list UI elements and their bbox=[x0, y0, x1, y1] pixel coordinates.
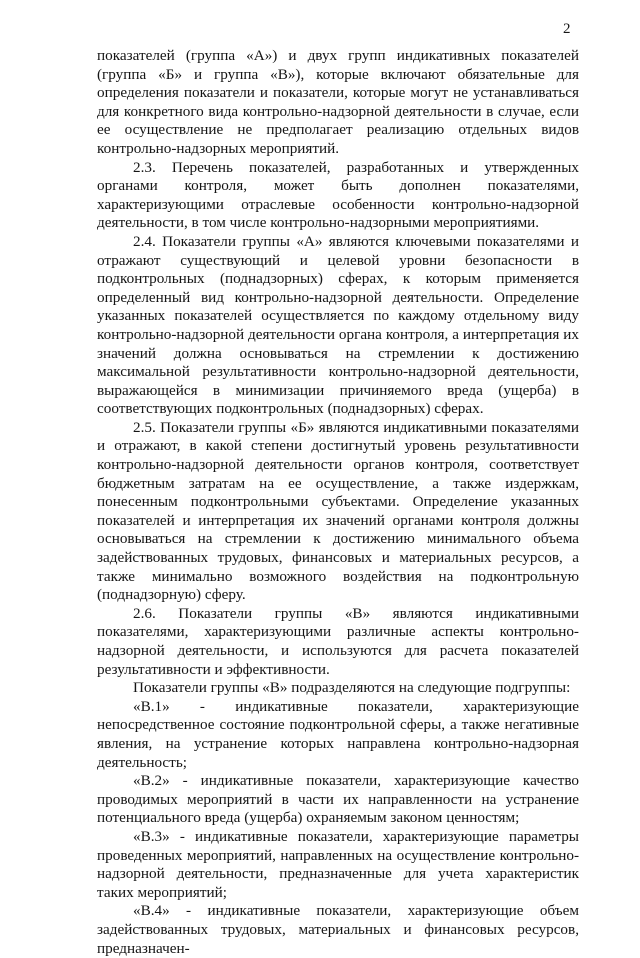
page-number: 2 bbox=[563, 21, 571, 37]
paragraph-2-4: 2.4. Показатели группы «А» являются ключевыми показателями и отражают существующий и целевой уровни безопасности в подконтрольных (поднадзорных) сферах, к которым применяется определенный вид контрольно-надзорной деятельности. Определение указанных показателей осуществляется по каждому отдельному виду контрольно-надзорной деятельности органа контроля, а интерпретация их значений должна основываться на стремлении к достижению максимальной результативности контрольно-надзорной деятельности, выражающейся в минимизации причиняемого вреда (ущерба) в соответствующих подконтрольных (поднадзорных) сферах. bbox=[97, 232, 579, 418]
paragraph-subgroup-v2: «В.2» - индикативные показатели, характеризующие качество проводимых мероприятий в части их направленности на устранение потенциального вреда (ущерба) охраняемым законом ценностям; bbox=[97, 772, 579, 827]
paragraph-subgroup-v1: «В.1» - индикативные показатели, характеризующие непосредственное состояние подконтрольной сферы, а также негативные явления, на устранение которых направлена контрольно-надзорная деятельность; bbox=[97, 697, 579, 771]
paragraph-subgroup-v3: «В.3» - индикативные показатели, характеризующие параметры проведенных мероприятий, направленных на осуществление контрольно-надзорной деятельности, предназначенные для учета характеристик таких мероприятий; bbox=[97, 827, 579, 901]
paragraph-intro-continuation: показателей (группа «А») и двух групп индикативных показателей (группа «Б» и группа «В»), которые включают обязательные для определения показатели и показатели, которые могут не устанавливаться для конкретного вида контрольно-надзорной деятельности в случае, если ее осуществление не предполагает реализацию отдельных видов контрольно-надзорных мероприятий. bbox=[97, 47, 579, 157]
paragraph-2-3: 2.3. Перечень показателей, разработанных и утвержденных органами контроля, может быть дополнен показателями, характеризующими отраслевые особенности контрольно-надзорной деятельности, в том числе контрольно-надзорными мероприятиями. bbox=[97, 158, 579, 232]
document-body bbox=[97, 47, 579, 958]
paragraph-2-6: 2.6. Показатели группы «В» являются индикативными показателями, характеризующими различные аспекты контрольно-надзорной деятельности, и используются для расчета показателей результативности и эффективности. bbox=[97, 604, 579, 678]
paragraph-subgroup-v4: «В.4» - индикативные показатели, характеризующие объем задействованных трудовых, материальных и финансовых ресурсов, предназначен- bbox=[97, 902, 579, 957]
paragraph-subgroups-intro: Показатели группы «В» подразделяются на следующие подгруппы: bbox=[133, 679, 571, 697]
paragraph-2-5: 2.5. Показатели группы «Б» являются индикативными показателями и отражают, в какой степени достигнутый уровень результативности контрольно-надзорной деятельности органов контроля, соответствует бюджетным затратам на ее осуществление, а также издержкам, понесенным подконтрольными субъектами. Определение указанных показателей и интерпретация их значений органами контроля должны основываться на стремлении к достижению минимального объема задействованных трудовых, финансовых и материальных ресурсов, а также минимально возможного воздействия на подконтрольную (поднадзорную) сферу. bbox=[97, 418, 579, 604]
